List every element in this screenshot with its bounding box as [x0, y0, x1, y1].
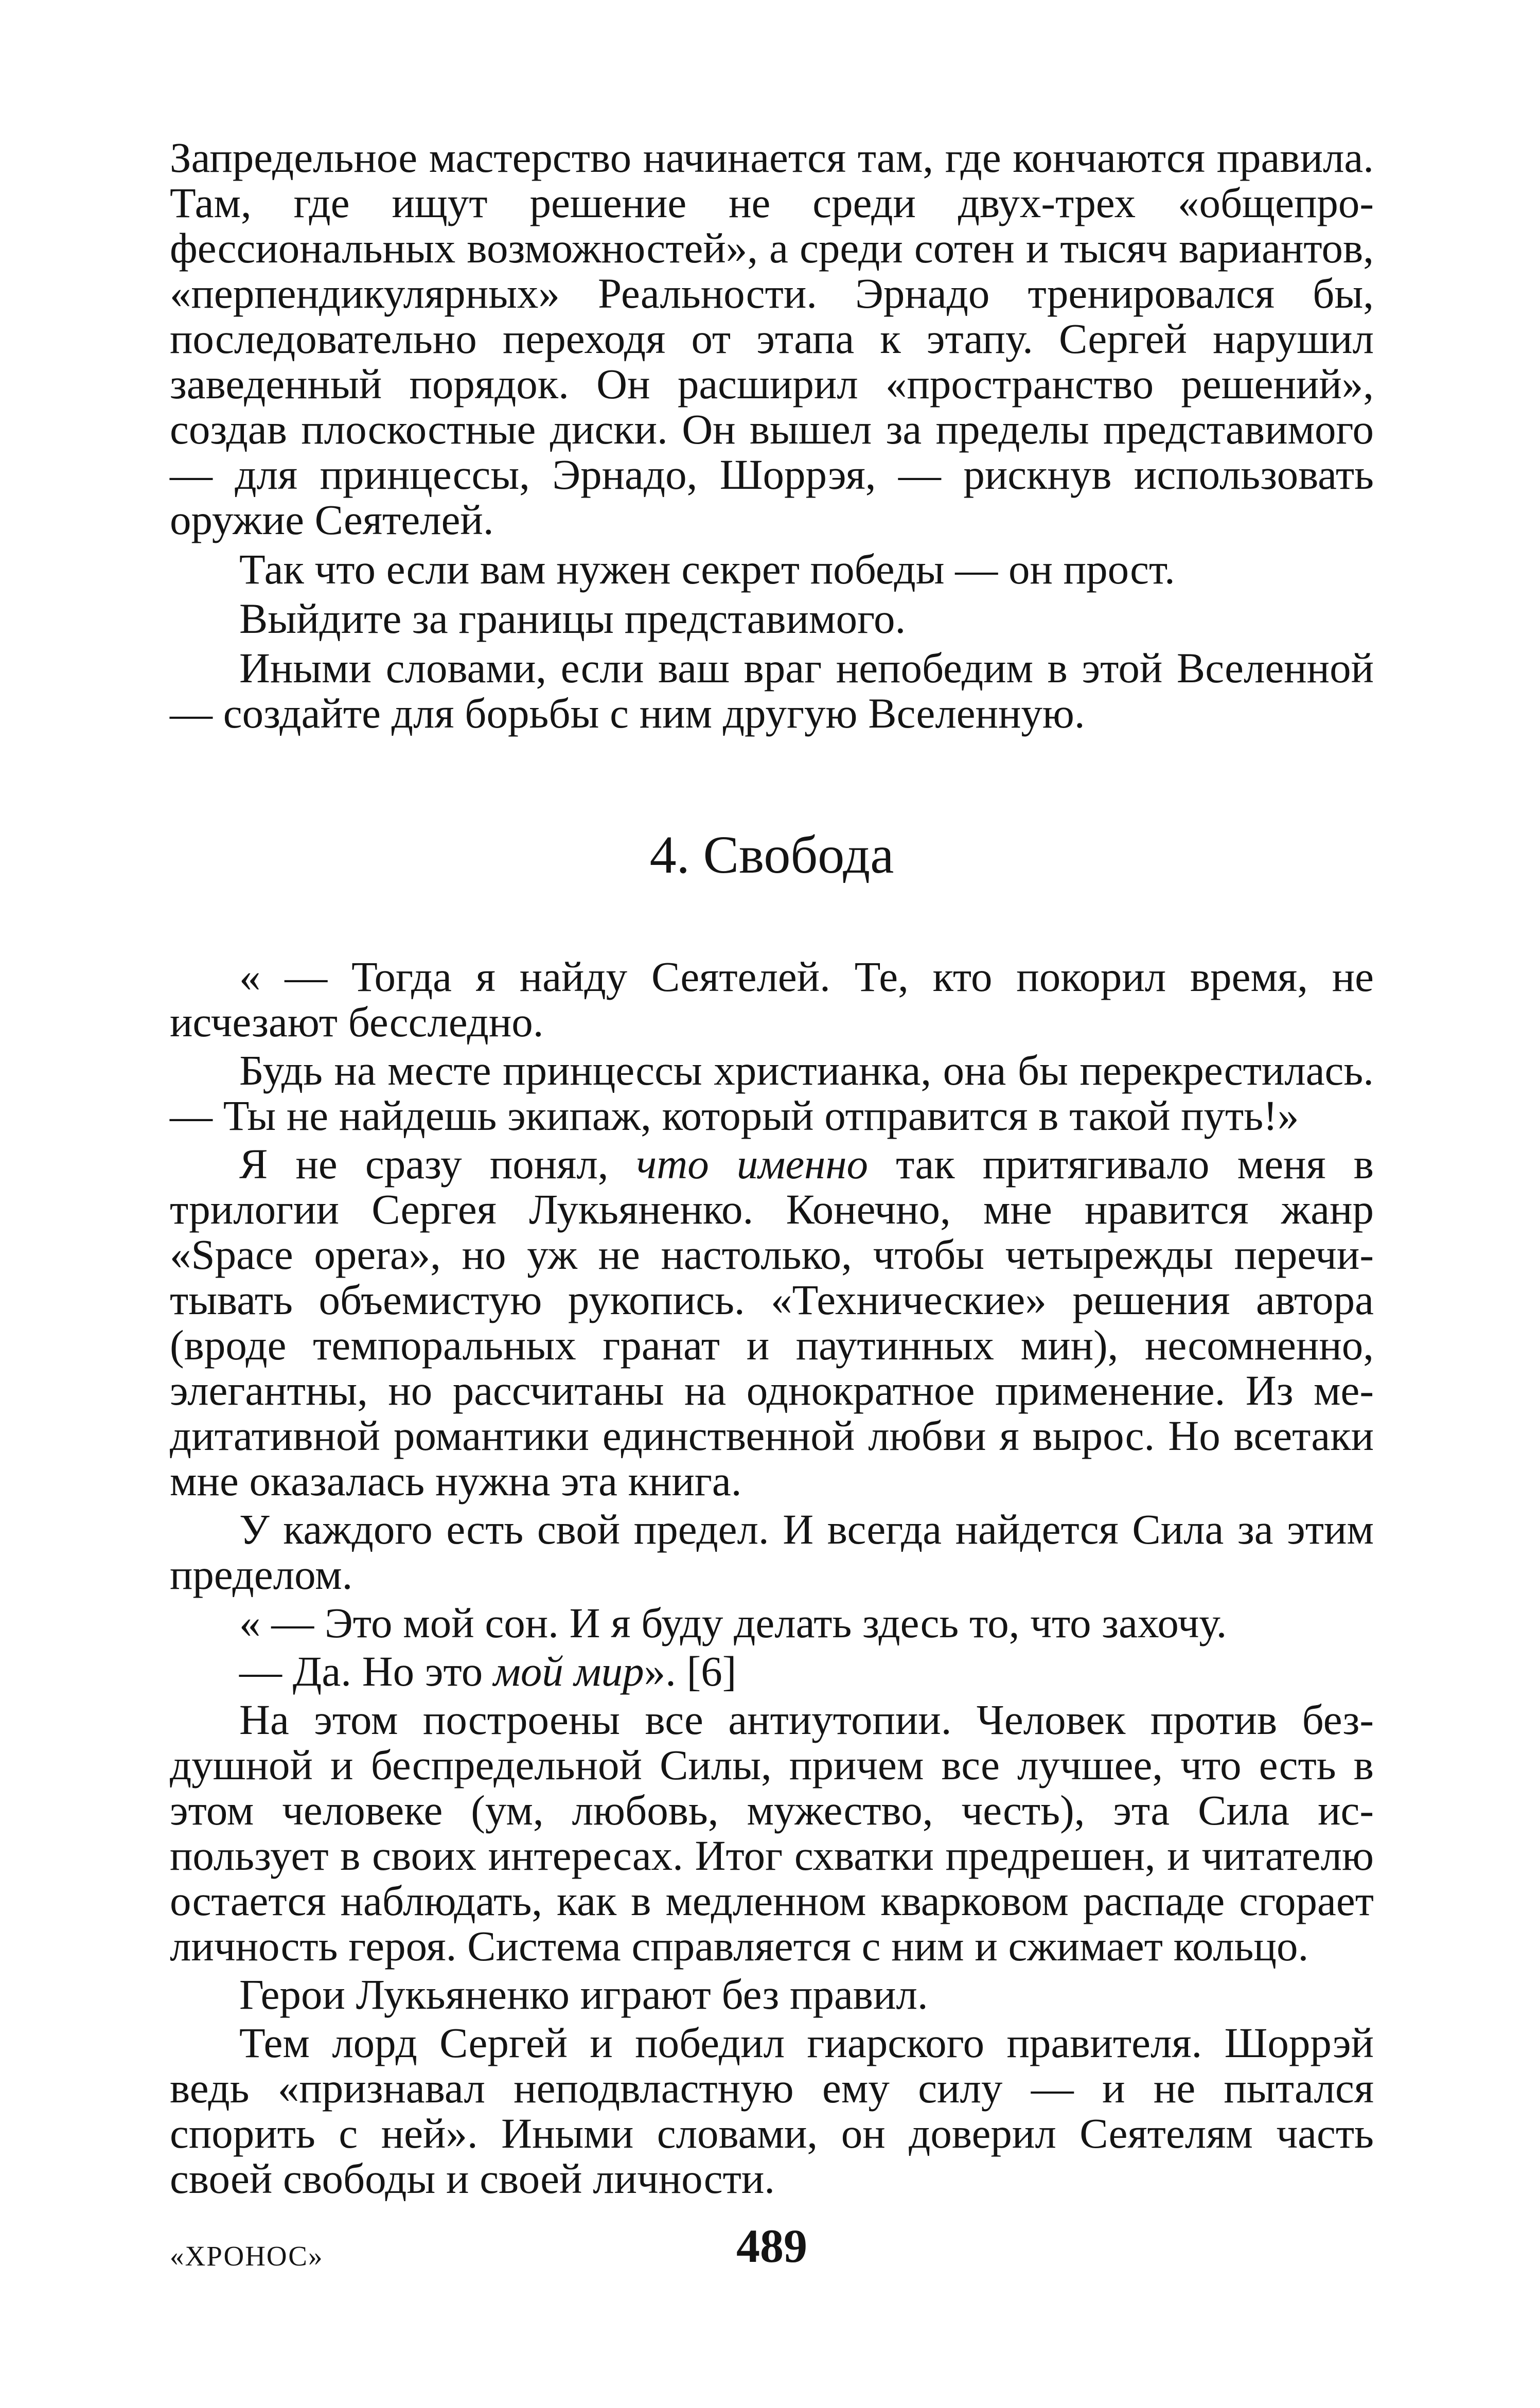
paragraph: На этом построены все антиутопии. Человек против бездушной и беспредельной Силы, причем все лучшее, что есть в этом человеке (ум, любовь, мужество, честь), эта Сила использует в своих интересах. Итог схватки предрешен, и читателю остается наблюдать, как в медленном кварковом распаде сгорает личность героя. Система справляется с ним и сжимает кольцо. [170, 1696, 1374, 1970]
publication-name: «ХРОНОС» [170, 2240, 324, 2272]
paragraph: Иными словами, если ваш враг непобедим в этой Вселенной — создайте для борьбы с ним другую Вселенную. [170, 644, 1374, 737]
paragraph: Будь на месте принцессы христианка, она бы перекрестилась. — Ты не найдешь экипаж, который отправится в такой путь!» [170, 1047, 1374, 1139]
emphasis: что именно [636, 1140, 869, 1188]
paragraph: Тем лорд Сергей и победил гиарского правителя. Шоррэй ведь «признавал неподвластную ему силу — и не пытался спорить с ней». Иными словами, он доверил Сеятелям часть своей свободы и своей личности. [170, 2019, 1374, 2202]
paragraph [170, 1141, 1374, 1503]
text-run: — Да. Но это [239, 1648, 493, 1695]
text-column [170, 135, 1374, 2201]
text-run: Я не сразу понял, [239, 1140, 636, 1188]
section-freedom [170, 954, 1374, 2201]
section-heading: 4. Свобода [649, 825, 894, 884]
section-intro [170, 135, 1374, 736]
paragraph-quote: « — Тогда я найду Сеятелей. Те, кто покорил время, не исчезают бесследно. [170, 953, 1374, 1046]
emphasis: мой мир [493, 1648, 644, 1695]
paragraph: У каждого есть свой предел. И всегда найдется Сила за этим пределом. [170, 1506, 1374, 1598]
paragraph: Герои Лукьяненко играют без правил. [239, 1971, 928, 2018]
text-run: ». [6] [644, 1648, 737, 1695]
paragraph-quote: « — Это мой сон. И я буду делать здесь то, что захочу. [239, 1599, 1227, 1646]
page-footer [170, 2220, 1374, 2277]
paragraph: Запредельное мастерство начинается там, где кончаются правила. Там, где ищут решение не среди двух-трех «общепрофессиональных возможностей», а среди сотен и тысяч вариантов, «перпендикулярных» Реальности. Эрнадо тренировался бы, последовательно переходя от этапа к этапу. Сергей нарушил заведенный порядок. Он расширил «пространство решений», создав плоскостные диски. Он вышел за пределы представимого — для принцессы, Эрнадо, Шоррэя, — рискнув использовать оружие Сеятелей. [170, 134, 1374, 543]
paragraph-quote [170, 1649, 1374, 1694]
paragraph: Так что если вам нужен секрет победы — он прост. [239, 545, 1175, 593]
page-number: 489 [736, 2220, 807, 2272]
text-run: так притягивало меня в трилогии Сергея Лукьяненко. Конечно, мне нравится жанр «Space opera», но уж не настолько, чтобы четырежды перечитывать объемистую рукопись. «Технические» решения автора (вроде темпоральных гранат и паутинных мин), несомненно, элегантны, но рассчитаны на однократное применение. Из медитативной романтики единственной любви я вырос. Но всетаки мне оказалась нужна эта книга. [170, 1140, 1374, 1504]
paragraph: Выйдите за границы представимого. [239, 595, 906, 642]
